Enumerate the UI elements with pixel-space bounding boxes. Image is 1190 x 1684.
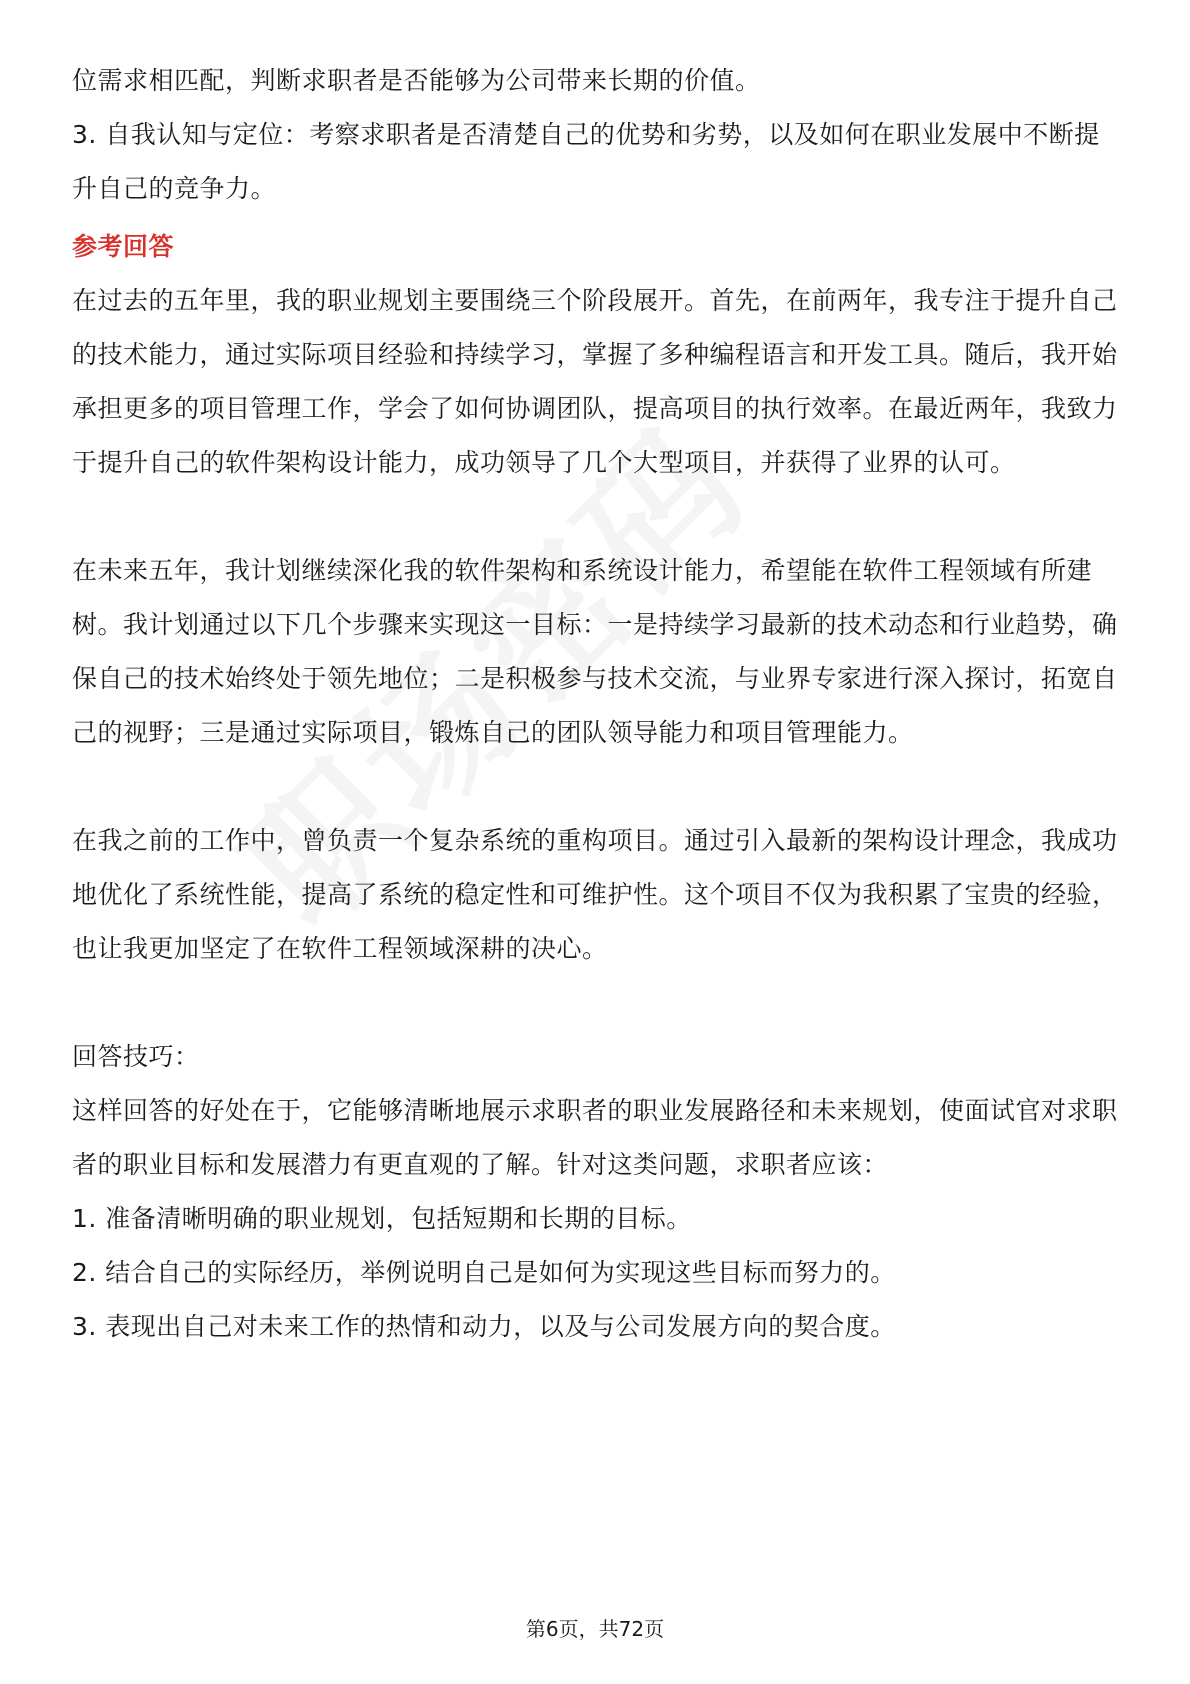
reference-paragraph-3: 在我之前的工作中，曾负责一个复杂系统的重构项目。通过引入最新的架构设计理念，我成功地优化了系统性能，提高了系统的稳定性和可维护性。这个项目不仅为我积累了宝贵的经验，也让我更加坚定了在软件工程领域深耕的决心。 bbox=[72, 826, 1118, 963]
tips-item-2: 2. 结合自己的实际经历，举例说明自己是如何为实现这些目标而努力的。 bbox=[72, 1258, 896, 1287]
paragraph-gap bbox=[72, 490, 1122, 544]
tips-item-1: 1. 准备清晰明确的职业规划，包括短期和长期的目标。 bbox=[72, 1204, 692, 1233]
paragraph-gap bbox=[72, 760, 1122, 814]
intro-line: 位需求相匹配，判断求职者是否能够为公司带来长期的价值。 bbox=[72, 66, 761, 95]
page-number: 第6页，共72页 bbox=[525, 1617, 665, 1641]
tips-item-3: 3. 表现出自己对未来工作的热情和动力，以及与公司发展方向的契合度。 bbox=[72, 1312, 896, 1341]
reference-paragraph-2: 在未来五年，我计划继续深化我的软件架构和系统设计能力，希望能在软件工程领域有所建树。我计划通过以下几个步骤来实现这一目标：一是持续学习最新的技术动态和行业趋势，确保自己的技术始终处于领先地位；二是积极参与技术交流，与业界专家进行深入探讨，拓宽自己的视野；三是通过实际项目，锻炼自己的团队领导能力和项目管理能力。 bbox=[72, 556, 1118, 747]
reference-paragraph-1: 在过去的五年里，我的职业规划主要围绕三个阶段展开。首先，在前两年，我专注于提升自己的技术能力，通过实际项目经验和持续学习，掌握了多种编程语言和开发工具。随后，我开始承担更多的项目管理工作，学会了如何协调团队，提高项目的执行效率。在最近两年，我致力于提升自己的软件架构设计能力，成功领导了几个大型项目，并获得了业界的认可。 bbox=[72, 286, 1118, 477]
tips-intro: 这样回答的好处在于，它能够清晰地展示求职者的职业发展路径和未来规划，使面试官对求职者的职业目标和发展潜力有更直观的了解。针对这类问题，求职者应该： bbox=[72, 1096, 1118, 1179]
paragraph-gap bbox=[72, 976, 1122, 1030]
intro-point-3: 3. 自我认知与定位：考察求职者是否清楚自己的优势和劣势，以及如何在职业发展中不断提升自己的竞争力。 bbox=[72, 120, 1100, 203]
reference-heading: 参考回答 bbox=[72, 232, 175, 261]
tips-heading: 回答技巧： bbox=[72, 1042, 200, 1071]
document-body bbox=[72, 54, 1122, 1354]
